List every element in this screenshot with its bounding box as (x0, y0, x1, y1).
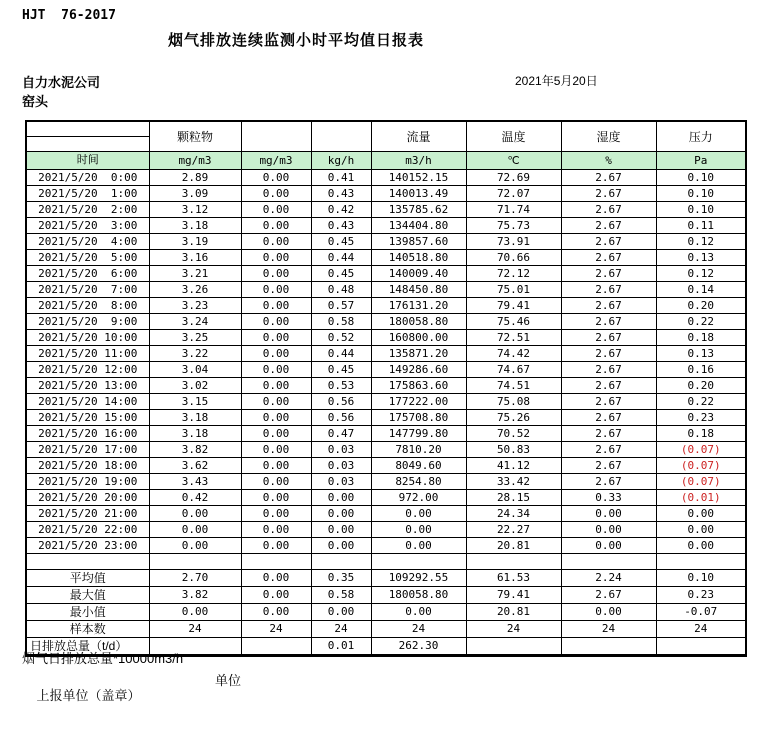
value-cell: 74.51 (466, 378, 561, 394)
summary-value-cell: 0.10 (656, 570, 746, 587)
summary-label: 最小值 (26, 604, 149, 621)
unit-header-row (26, 152, 746, 170)
value-cell: 0.22 (656, 314, 746, 330)
time-cell: 2021/5/20 5:00 (26, 250, 149, 266)
value-cell: 41.12 (466, 458, 561, 474)
value-cell: 140518.80 (371, 250, 466, 266)
time-cell: 2021/5/20 9:00 (26, 314, 149, 330)
unit-header: m3/h (371, 152, 466, 170)
table-row (26, 522, 746, 538)
summary-value-cell: 2.70 (149, 570, 241, 587)
summary-value-cell: 3.82 (149, 587, 241, 604)
value-cell: 0.23 (656, 410, 746, 426)
value-cell: 0.00 (241, 378, 311, 394)
value-cell: 140152.15 (371, 170, 466, 186)
value-cell: 3.18 (149, 410, 241, 426)
empty-cell (656, 554, 746, 570)
value-cell: 0.00 (241, 410, 311, 426)
empty-cell (26, 554, 149, 570)
value-cell: 8049.60 (371, 458, 466, 474)
value-cell: 0.11 (656, 218, 746, 234)
monitoring-point: 窑头 (22, 94, 49, 109)
value-cell: 0.47 (311, 426, 371, 442)
summary-value-cell (466, 638, 561, 656)
value-cell: 0.18 (656, 426, 746, 442)
report-table-container (25, 120, 747, 657)
summary-value-cell: 20.81 (466, 604, 561, 621)
value-cell: 3.23 (149, 298, 241, 314)
value-cell: 0.00 (241, 426, 311, 442)
value-cell: 3.25 (149, 330, 241, 346)
footnotes (22, 648, 242, 734)
value-cell: 0.00 (371, 506, 466, 522)
report-unit-label: 上报单位（盖章） (36, 688, 141, 703)
value-cell: 3.82 (149, 442, 241, 458)
value-cell: 0.57 (311, 298, 371, 314)
unit-label: 单位 (215, 673, 242, 688)
value-cell: 0.14 (656, 282, 746, 298)
table-row (26, 218, 746, 234)
value-cell: 70.52 (466, 426, 561, 442)
value-cell: 0.48 (311, 282, 371, 298)
footnote-signature-line (22, 670, 242, 734)
value-cell: 0.53 (311, 378, 371, 394)
value-cell: 0.00 (371, 522, 466, 538)
time-cell: 2021/5/20 21:00 (26, 506, 149, 522)
time-cell: 2021/5/20 0:00 (26, 170, 149, 186)
value-cell: 75.08 (466, 394, 561, 410)
value-cell: 0.45 (311, 362, 371, 378)
value-cell: 0.00 (241, 522, 311, 538)
summary-value-cell (561, 638, 656, 656)
value-cell: 0.00 (311, 506, 371, 522)
header-group-row (26, 121, 746, 137)
table-row (26, 474, 746, 490)
value-cell: 0.12 (656, 266, 746, 282)
value-cell: 0.56 (311, 410, 371, 426)
empty-cell (311, 554, 371, 570)
summary-value-cell: 109292.55 (371, 570, 466, 587)
value-cell: 0.44 (311, 250, 371, 266)
value-cell: 0.00 (561, 538, 656, 554)
value-cell: 3.26 (149, 282, 241, 298)
value-cell: 0.00 (311, 538, 371, 554)
value-cell: 0.43 (311, 218, 371, 234)
value-cell: 0.00 (241, 506, 311, 522)
table-row (26, 442, 746, 458)
summary-label: 日排放总量（t/d） (26, 638, 149, 656)
value-cell: 0.13 (656, 346, 746, 362)
value-cell: 75.46 (466, 314, 561, 330)
table-row (26, 250, 746, 266)
summary-value-cell: 0.00 (241, 587, 311, 604)
unit-header: mg/m3 (241, 152, 311, 170)
report-date: 2021年5月20日 (515, 74, 598, 88)
column-group-header (311, 121, 371, 152)
value-cell: 175863.60 (371, 378, 466, 394)
report-table (25, 120, 747, 657)
value-cell: 2.67 (561, 426, 656, 442)
time-cell: 2021/5/20 16:00 (26, 426, 149, 442)
summary-row (26, 587, 746, 604)
table-row (26, 362, 746, 378)
value-cell: 0.00 (241, 266, 311, 282)
summary-value-cell: 24 (466, 621, 561, 638)
value-cell: 0.10 (656, 186, 746, 202)
value-cell: 0.00 (241, 314, 311, 330)
summary-value-cell: 180058.80 (371, 587, 466, 604)
table-row (26, 170, 746, 186)
value-cell: 28.15 (466, 490, 561, 506)
table-row (26, 426, 746, 442)
summary-value-cell: 61.53 (466, 570, 561, 587)
value-cell: 0.20 (656, 298, 746, 314)
value-cell: 22.27 (466, 522, 561, 538)
value-cell: 0.00 (241, 330, 311, 346)
unit-header: kg/h (311, 152, 371, 170)
table-row (26, 410, 746, 426)
table-row (26, 298, 746, 314)
value-cell: (0.01) (656, 490, 746, 506)
value-cell: 74.42 (466, 346, 561, 362)
value-cell: 3.19 (149, 234, 241, 250)
value-cell: 134404.80 (371, 218, 466, 234)
unit-header: Pa (656, 152, 746, 170)
table-row (26, 394, 746, 410)
time-cell: 2021/5/20 3:00 (26, 218, 149, 234)
value-cell: 0.00 (241, 298, 311, 314)
table-row (26, 330, 746, 346)
value-cell: 0.00 (371, 538, 466, 554)
value-cell: 2.67 (561, 442, 656, 458)
value-cell: 0.45 (311, 234, 371, 250)
value-cell: 72.12 (466, 266, 561, 282)
summary-value-cell: 0.01 (311, 638, 371, 656)
column-group-header: 湿度 (561, 121, 656, 152)
time-cell: 2021/5/20 17:00 (26, 442, 149, 458)
value-cell: 0.00 (311, 490, 371, 506)
time-header-subcell (26, 137, 149, 152)
value-cell: 0.00 (241, 394, 311, 410)
value-cell: 2.67 (561, 266, 656, 282)
value-cell: 2.67 (561, 474, 656, 490)
empty-cell (241, 554, 311, 570)
value-cell: 3.24 (149, 314, 241, 330)
table-row (26, 346, 746, 362)
value-cell: 0.00 (241, 442, 311, 458)
column-group-header (241, 121, 311, 152)
table-row (26, 378, 746, 394)
value-cell: (0.07) (656, 458, 746, 474)
time-cell: 2021/5/20 18:00 (26, 458, 149, 474)
value-cell: 0.58 (311, 314, 371, 330)
value-cell: 0.03 (311, 458, 371, 474)
value-cell: 149286.60 (371, 362, 466, 378)
value-cell: 2.67 (561, 378, 656, 394)
value-cell: 0.45 (311, 266, 371, 282)
summary-value-cell: 0.23 (656, 587, 746, 604)
value-cell: 160800.00 (371, 330, 466, 346)
time-cell: 2021/5/20 10:00 (26, 330, 149, 346)
time-cell: 2021/5/20 8:00 (26, 298, 149, 314)
value-cell: 175708.80 (371, 410, 466, 426)
value-cell: 2.67 (561, 282, 656, 298)
value-cell: 0.42 (149, 490, 241, 506)
value-cell: 2.67 (561, 346, 656, 362)
value-cell: 33.42 (466, 474, 561, 490)
value-cell: 70.66 (466, 250, 561, 266)
value-cell: 177222.00 (371, 394, 466, 410)
value-cell: 74.67 (466, 362, 561, 378)
summary-value-cell: 0.00 (241, 604, 311, 621)
value-cell: 0.00 (241, 218, 311, 234)
summary-value-cell: 0.00 (149, 604, 241, 621)
value-cell: 3.04 (149, 362, 241, 378)
value-cell: 0.33 (561, 490, 656, 506)
value-cell: 3.18 (149, 218, 241, 234)
spacer-row (26, 554, 746, 570)
time-cell: 2021/5/20 23:00 (26, 538, 149, 554)
value-cell: 0.00 (241, 490, 311, 506)
value-cell: 0.00 (561, 506, 656, 522)
time-cell: 2021/5/20 12:00 (26, 362, 149, 378)
value-cell: 2.67 (561, 170, 656, 186)
summary-label: 最大值 (26, 587, 149, 604)
time-cell: 2021/5/20 20:00 (26, 490, 149, 506)
value-cell: 0.00 (656, 538, 746, 554)
summary-value-cell: 0.00 (371, 604, 466, 621)
summary-value-cell (656, 638, 746, 656)
unit-header: ℃ (466, 152, 561, 170)
value-cell: 135871.20 (371, 346, 466, 362)
summary-value-cell: 24 (656, 621, 746, 638)
value-cell: 72.51 (466, 330, 561, 346)
value-cell: 135785.62 (371, 202, 466, 218)
value-cell: 3.15 (149, 394, 241, 410)
table-row (26, 314, 746, 330)
value-cell: 0.00 (149, 506, 241, 522)
value-cell: 0.00 (241, 474, 311, 490)
time-cell: 2021/5/20 15:00 (26, 410, 149, 426)
value-cell: 140013.49 (371, 186, 466, 202)
value-cell: 2.67 (561, 202, 656, 218)
summary-value-cell: -0.07 (656, 604, 746, 621)
value-cell: 72.69 (466, 170, 561, 186)
value-cell: 3.43 (149, 474, 241, 490)
time-cell: 2021/5/20 7:00 (26, 282, 149, 298)
time-cell: 2021/5/20 11:00 (26, 346, 149, 362)
column-group-header: 流量 (371, 121, 466, 152)
empty-cell (466, 554, 561, 570)
summary-value-cell: 24 (561, 621, 656, 638)
summary-value-cell: 24 (241, 621, 311, 638)
value-cell: 147799.80 (371, 426, 466, 442)
value-cell: 139857.60 (371, 234, 466, 250)
summary-value-cell: 0.35 (311, 570, 371, 587)
value-cell: 0.12 (656, 234, 746, 250)
column-group-header: 温度 (466, 121, 561, 152)
value-cell: 0.52 (311, 330, 371, 346)
time-cell: 2021/5/20 6:00 (26, 266, 149, 282)
summary-row (26, 604, 746, 621)
value-cell: 0.00 (241, 250, 311, 266)
value-cell: 75.01 (466, 282, 561, 298)
value-cell: 2.67 (561, 186, 656, 202)
value-cell: 8254.80 (371, 474, 466, 490)
table-row (26, 282, 746, 298)
summary-value-cell: 24 (371, 621, 466, 638)
summary-value-cell: 0.00 (311, 604, 371, 621)
value-cell: 71.74 (466, 202, 561, 218)
value-cell: 75.26 (466, 410, 561, 426)
value-cell: 0.00 (241, 538, 311, 554)
empty-cell (371, 554, 466, 570)
column-group-header: 压力 (656, 121, 746, 152)
value-cell: 180058.80 (371, 314, 466, 330)
summary-value-cell: 2.67 (561, 587, 656, 604)
value-cell: 24.34 (466, 506, 561, 522)
empty-cell (149, 554, 241, 570)
value-cell: 0.00 (561, 522, 656, 538)
table-row (26, 506, 746, 522)
time-header-subcell (26, 121, 149, 137)
summary-value-cell: 0.00 (241, 570, 311, 587)
value-cell: 140009.40 (371, 266, 466, 282)
page-title: 烟气排放连续监测小时平均值日报表 (168, 32, 425, 49)
value-cell: 75.73 (466, 218, 561, 234)
summary-value-cell: 24 (311, 621, 371, 638)
value-cell: 0.56 (311, 394, 371, 410)
value-cell: 972.00 (371, 490, 466, 506)
value-cell: 0.00 (241, 186, 311, 202)
value-cell: 0.43 (311, 186, 371, 202)
time-cell: 2021/5/20 2:00 (26, 202, 149, 218)
value-cell: 2.67 (561, 298, 656, 314)
value-cell: 2.67 (561, 234, 656, 250)
value-cell: 3.16 (149, 250, 241, 266)
summary-value-cell: 79.41 (466, 587, 561, 604)
value-cell: 73.91 (466, 234, 561, 250)
summary-label: 平均值 (26, 570, 149, 587)
table-row (26, 186, 746, 202)
value-cell: 0.00 (656, 506, 746, 522)
summary-value-cell (241, 638, 311, 656)
doc-code: HJT 76-2017 (22, 8, 116, 23)
summary-row (26, 621, 746, 638)
footnote-total-volume: 烟气日排放总量*10000m3/h (22, 651, 184, 666)
value-cell: 2.67 (561, 394, 656, 410)
value-cell: 3.22 (149, 346, 241, 362)
value-cell: 0.00 (241, 458, 311, 474)
value-cell: 2.89 (149, 170, 241, 186)
value-cell: 79.41 (466, 298, 561, 314)
table-row (26, 202, 746, 218)
time-cell: 2021/5/20 4:00 (26, 234, 149, 250)
value-cell: 148450.80 (371, 282, 466, 298)
value-cell: (0.07) (656, 442, 746, 458)
table-row (26, 266, 746, 282)
value-cell: 0.00 (149, 538, 241, 554)
value-cell: 0.00 (241, 346, 311, 362)
value-cell: 0.42 (311, 202, 371, 218)
time-cell: 2021/5/20 19:00 (26, 474, 149, 490)
unit-header: % (561, 152, 656, 170)
value-cell: 0.20 (656, 378, 746, 394)
time-cell: 2021/5/20 13:00 (26, 378, 149, 394)
value-cell: 0.00 (311, 522, 371, 538)
empty-cell (561, 554, 656, 570)
column-group-header: 颗粒物 (149, 121, 241, 152)
time-cell: 2021/5/20 1:00 (26, 186, 149, 202)
value-cell: 2.67 (561, 250, 656, 266)
time-cell: 2021/5/20 14:00 (26, 394, 149, 410)
value-cell: 0.44 (311, 346, 371, 362)
time-column-header: 时间 (26, 152, 149, 170)
summary-row (26, 570, 746, 587)
value-cell: 0.13 (656, 250, 746, 266)
value-cell: 2.67 (561, 218, 656, 234)
value-cell: 50.83 (466, 442, 561, 458)
value-cell: 0.00 (241, 362, 311, 378)
value-cell: 0.10 (656, 170, 746, 186)
table-row (26, 458, 746, 474)
summary-value-cell: 0.58 (311, 587, 371, 604)
time-cell: 2021/5/20 22:00 (26, 522, 149, 538)
table-row (26, 490, 746, 506)
summary-value-cell: 24 (149, 621, 241, 638)
value-cell: 72.07 (466, 186, 561, 202)
value-cell: 0.16 (656, 362, 746, 378)
value-cell: 0.00 (656, 522, 746, 538)
value-cell: 2.67 (561, 410, 656, 426)
table-row (26, 234, 746, 250)
unit-header: mg/m3 (149, 152, 241, 170)
value-cell: 2.67 (561, 362, 656, 378)
value-cell: 0.00 (149, 522, 241, 538)
value-cell: 0.41 (311, 170, 371, 186)
value-cell: 20.81 (466, 538, 561, 554)
summary-value-cell: 0.00 (561, 604, 656, 621)
value-cell: 2.67 (561, 458, 656, 474)
value-cell: 0.00 (241, 282, 311, 298)
value-cell: 176131.20 (371, 298, 466, 314)
company-name: 自力水泥公司 (22, 75, 101, 90)
value-cell: 2.67 (561, 330, 656, 346)
value-cell: 3.21 (149, 266, 241, 282)
summary-value-cell: 262.30 (371, 638, 466, 656)
value-cell: 3.18 (149, 426, 241, 442)
value-cell: 7810.20 (371, 442, 466, 458)
value-cell: 3.02 (149, 378, 241, 394)
value-cell: 0.00 (241, 170, 311, 186)
value-cell: 3.62 (149, 458, 241, 474)
value-cell: 0.03 (311, 474, 371, 490)
summary-label: 样本数 (26, 621, 149, 638)
value-cell: 3.09 (149, 186, 241, 202)
table-row (26, 538, 746, 554)
value-cell: 0.03 (311, 442, 371, 458)
summary-value-cell: 2.24 (561, 570, 656, 587)
value-cell: 2.67 (561, 314, 656, 330)
value-cell: 0.22 (656, 394, 746, 410)
value-cell: 0.10 (656, 202, 746, 218)
value-cell: (0.07) (656, 474, 746, 490)
value-cell: 3.12 (149, 202, 241, 218)
value-cell: 0.18 (656, 330, 746, 346)
value-cell: 0.00 (241, 202, 311, 218)
value-cell: 0.00 (241, 234, 311, 250)
